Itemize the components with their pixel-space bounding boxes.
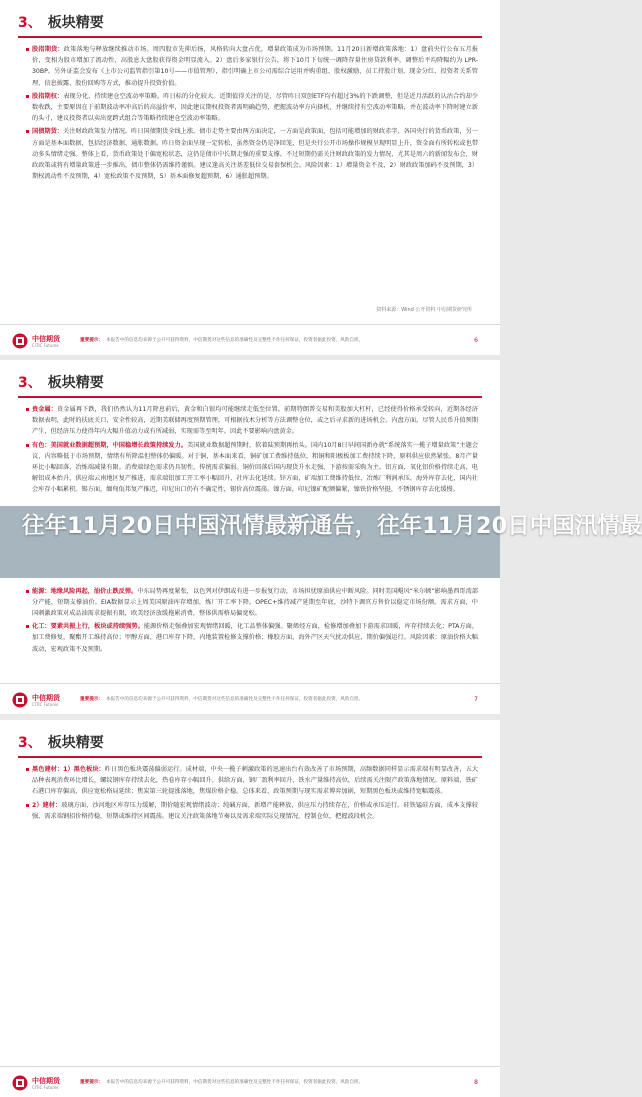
bullet-icon <box>26 768 29 771</box>
paragraph-lead: 股指期货： <box>32 46 64 53</box>
paragraph <box>26 91 478 125</box>
bullet-icon <box>26 444 29 447</box>
page-footer <box>0 1066 500 1097</box>
paragraph-lead: 股指期权： <box>32 92 64 100</box>
brand-name: 中信期货 <box>32 334 60 343</box>
section-divider <box>18 756 482 758</box>
paragraph <box>26 440 478 496</box>
paragraph-sublead: 要素共振上行，板块或持续强势。 <box>50 623 144 631</box>
paragraph-sublead: 1）黑色板块： <box>63 766 105 773</box>
report-body <box>26 44 478 184</box>
brand-name: 中信期货 <box>32 1076 60 1085</box>
brand-name: 中信期货 <box>32 693 60 702</box>
page-footer <box>0 324 500 355</box>
report-page-3 <box>0 720 500 1097</box>
brand-logo <box>12 1075 60 1091</box>
report-page-1 <box>0 0 500 355</box>
paragraph-sublead: 地缘风险再起，油价止跌反弹。 <box>50 587 138 595</box>
section-number: 3、 <box>18 735 42 751</box>
paragraph-text: 玻璃方面，沙河地区库存压力缓解，期价随宏观情绪波动；纯碱方面，新增产能释放，供应压力持续存在，价格或承压运行。硅铁锰硅方面，成本支撑较强，需求端钢招价格持稳，短期或维持区间震荡。建议关注政策落地节奏以及需求端实际兑现情况，控制仓位，把握波段机会。 <box>32 801 479 820</box>
disclaimer: 重要提示： 本报告中的信息均来源于公开可获得资料，中信期货对这些信息的准确性及完整性不作任何保证，投资者据此投资，风险自担。 <box>80 338 364 343</box>
paragraph <box>26 404 478 438</box>
disclaimer: 重要提示： 本报告中的信息均来源于公开可获得资料，中信期货对这些信息的准确性及完整性不作任何保证，投资者据此投资，风险自担。 <box>80 1080 364 1085</box>
brand-name-en: CITIC Futures <box>32 701 59 707</box>
brand-name-en: CITIC Futures <box>32 1084 59 1090</box>
paragraph-text: 美国就业数据超预期时，软着陆预期再抬头。国内10月8日早间国新办就“系统落实一揽子增量政策”主题会议，内容略低于市场预期，情绪有所降温但整体仍偏暖。对于铜，基本面来看，铜矿加工费维持低位，粗铜和阳极板加工费持续下降，原料供应依然紧张。8月产量环比小幅回落，冶炼端减量有限。消费端绿色需求仍具韧性，传统需求偏弱。铜价回落后国内现货升水走强，下游按需采购为主。铝方面，氧化铝价格持续走高，电解铝成本抬升，供应端云南地区复产推进，需求端铝加工开工率小幅回升，社库去化延续。锌方面，矿端加工费维持低位，冶炼厂利润承压，海外库存去化，国内社会库存小幅累积。锡方面，缅甸佤邦复产推迟，印尼出口仍有不确定性，锡价高位震荡。镍方面，印尼镍矿配额偏紧，镍铁价格坚挺，不锈钢库存去化缓慢。 <box>32 441 479 494</box>
page-number: 8 <box>474 1079 478 1086</box>
report-body <box>26 764 478 824</box>
paragraph-text: 关注财政政策发力情况。昨日国债期货全线上涨。债市走势主要由两方面决定，一方面是政策面，包括可能增加的财政赤字、各国央行的货币政策，另一方面是基本面数据，包括经济数据、通胀数据。昨日资金面呈现一定转松，虽然资金仍是净回笼，但是央行公开市场操作规模呈现明显上升，资金面有所转松或也带动多头情绪走强。整体上看，货币政策处于偏宽松状态，这仍是债市中长期走强的重要支撑。不过短期仍需关注财政政策的发力情况，尤其是周六的新闻发布会，财政政策或将有增量政策进一步推出，债市整体仍需维持谨慎。建议逢高关注基差低位交易套保机会。风险因素：1）增量资金不及，2）财政政策加码不及预期，3）期权流动性不及预期，4）宽松政策不及预期，5）基本面修复超预期，6）通胀超预期。 <box>32 128 479 181</box>
page-number: 7 <box>474 696 478 703</box>
paragraph-text: 表现分化，持续建仓空波动率策略。昨日标的分化较大。近期值得关注的是，尽管昨日双创ETF均有超过3%的下跌调整，但是近月活跃的认沽合约却少数收跌，主要原因在于前期波动率冲高后的高溢价率，因此建议期权投资者需明确趋势，把握波动率方向择机，并继续持有空波动率策略，并在波动率下降时建立新的头寸，建议投资者以卖出宽跨式组合等策略持续建仓空波动率策略。 <box>32 92 479 123</box>
section-title: 板块精要 <box>47 15 104 31</box>
paragraph-text: 政策落地与释放继续推动市场。周四股市先抑后扬，风格转向大盘占优，增量政策成为市场预期。11月20日新增政策落地：1）盘前央行公布五月报价，变相为股市增加了流动性，高股息大盘股获得资金明显流入。2）盘后多家银行公告，将下10月下旬统一调降存量住房贷款利率，调整后平均降幅约为 LPR-30BP。另外证监会发布《上市公司监管指引第10号——市值管理》，指引明确上市公司需综合运用并购重组、股权激励、员工持股计划、现金分红、投资者关系管理、信息披露、股份回购等方式，推动提升投资价值。 <box>32 46 479 87</box>
paragraph-text: 能源价格走强叠加宏观情绪回暖，化工品整体偏强。聚烯烃方面，检修增加叠加下游需求回暖，库存持续去化；PTA方面，加工费修复，聚酯开工维持高位；甲醇方面，港口库存下降，内地装置检修支撑价格；橡胶方面，海外产区天气扰动供应，期价偏强运行。风险因素：原油价格大幅波动，宏观政策不及预期。 <box>32 623 479 653</box>
paragraph <box>26 586 478 620</box>
section-divider <box>18 36 482 38</box>
overlay-title: 往年11月20日中国汛情最新通告，往年11月20日中国汛情最 <box>22 513 642 539</box>
paragraph-sublead: 2）建材： <box>32 801 62 809</box>
citic-logo-icon <box>12 692 28 708</box>
brand-logo <box>12 333 60 349</box>
bullet-icon <box>26 48 29 51</box>
section-number: 3、 <box>18 15 42 31</box>
paragraph-sublead: 美国就业数据超预期，中国稳增长政策持续发力。 <box>50 441 187 449</box>
citic-logo-icon <box>12 333 28 349</box>
page-footer <box>0 683 500 714</box>
section-title: 板块精要 <box>47 375 104 391</box>
bullet-icon <box>26 130 29 133</box>
paragraph-lead: 化工： <box>32 623 51 631</box>
paragraph-text: 贵金属再下跌，我们仍然认为11月降息前后，黄金和白银均可能继续走低至位置。前期特朗普交易和美股加大杠杆，已经使得价格承受转向，近期各经济数据表明，此时的扶底关口，安全性较高，近期美联储再度预期管理，可根据技术分析等方法调整仓位，或之后寻求新的进场机会。内盘方面，尽管人民币升值预期产生，但经济压力使得年内大幅升值动力或有所减弱，实现需等至明年。因此不要影响内盘黄金。 <box>32 406 479 436</box>
page-number: 6 <box>474 337 478 344</box>
paragraph <box>26 44 478 89</box>
bullet-icon <box>26 625 29 628</box>
bullet-icon <box>26 590 29 593</box>
section-number: 3、 <box>18 375 42 391</box>
bullet-icon <box>26 804 29 807</box>
paragraph <box>26 126 478 182</box>
paragraph-lead: 国债期货： <box>32 128 63 136</box>
paragraph-text: 昨日黑色板块震荡偏弱运行。成材端，中央一揽子刺激政策的迅速出台有效改善了市场预期，高频数据同样显示需求端有明显改善，五大品种表观消费环比增长，螺纹钢库存持续去化，热卷库存小幅回升。供给方面，钢厂盈利率回升，铁水产量维持高位，后续需关注限产政策落地情况。原料端，铁矿石港口库存偏高，供应宽松格局延续；焦炭第三轮提涨落地，焦煤价格企稳。总体来看，政策预期与现实需求博弈加剧，短期黑色板块或维持宽幅震荡。 <box>32 766 479 796</box>
bullet-icon <box>26 408 29 411</box>
brand-name-en: CITIC Futures <box>32 342 59 348</box>
source-note: 资料来源：Wind 公开资料 中信期货研究所 <box>376 307 472 313</box>
citic-logo-icon <box>12 1075 28 1091</box>
brand-logo <box>12 692 60 708</box>
section-header <box>18 12 104 32</box>
section-divider <box>18 396 482 398</box>
section-title: 板块精要 <box>47 735 104 751</box>
paragraph-lead: 贵金属： <box>32 406 58 413</box>
section-header <box>18 372 104 392</box>
paragraph-text: 中东局势再度紧张，以色列对伊朗或有进一步报复行动，市场担忧原油供应中断风险。同时美国飓风“米尔顿”影响墨西哥湾部分产能，短期支撑油价。EIA数据显示上周美国原油库存增加，炼厂开工率下降。OPEC+维持减产延期至年底，沙特下调官方售价以稳定市场份额。需求方面，中国刺激政策对成品油需求提振有限，欧美经济放缓拖累消费，整体供需格局偏宽松。 <box>32 587 479 618</box>
bullet-icon <box>26 95 29 98</box>
disclaimer: 重要提示： 本报告中的信息均来源于公开可获得资料，中信期货对这些信息的准确性及完整性不作任何保证，投资者据此投资，风险自担。 <box>80 697 364 702</box>
paragraph-lead: 有色： <box>32 441 51 449</box>
section-header <box>18 732 104 752</box>
paragraph <box>26 621 478 655</box>
paragraph <box>26 800 478 822</box>
paragraph-lead: 能源： <box>32 587 51 595</box>
paragraph <box>26 764 478 798</box>
paragraph-lead: 黑色建材： <box>32 766 64 773</box>
